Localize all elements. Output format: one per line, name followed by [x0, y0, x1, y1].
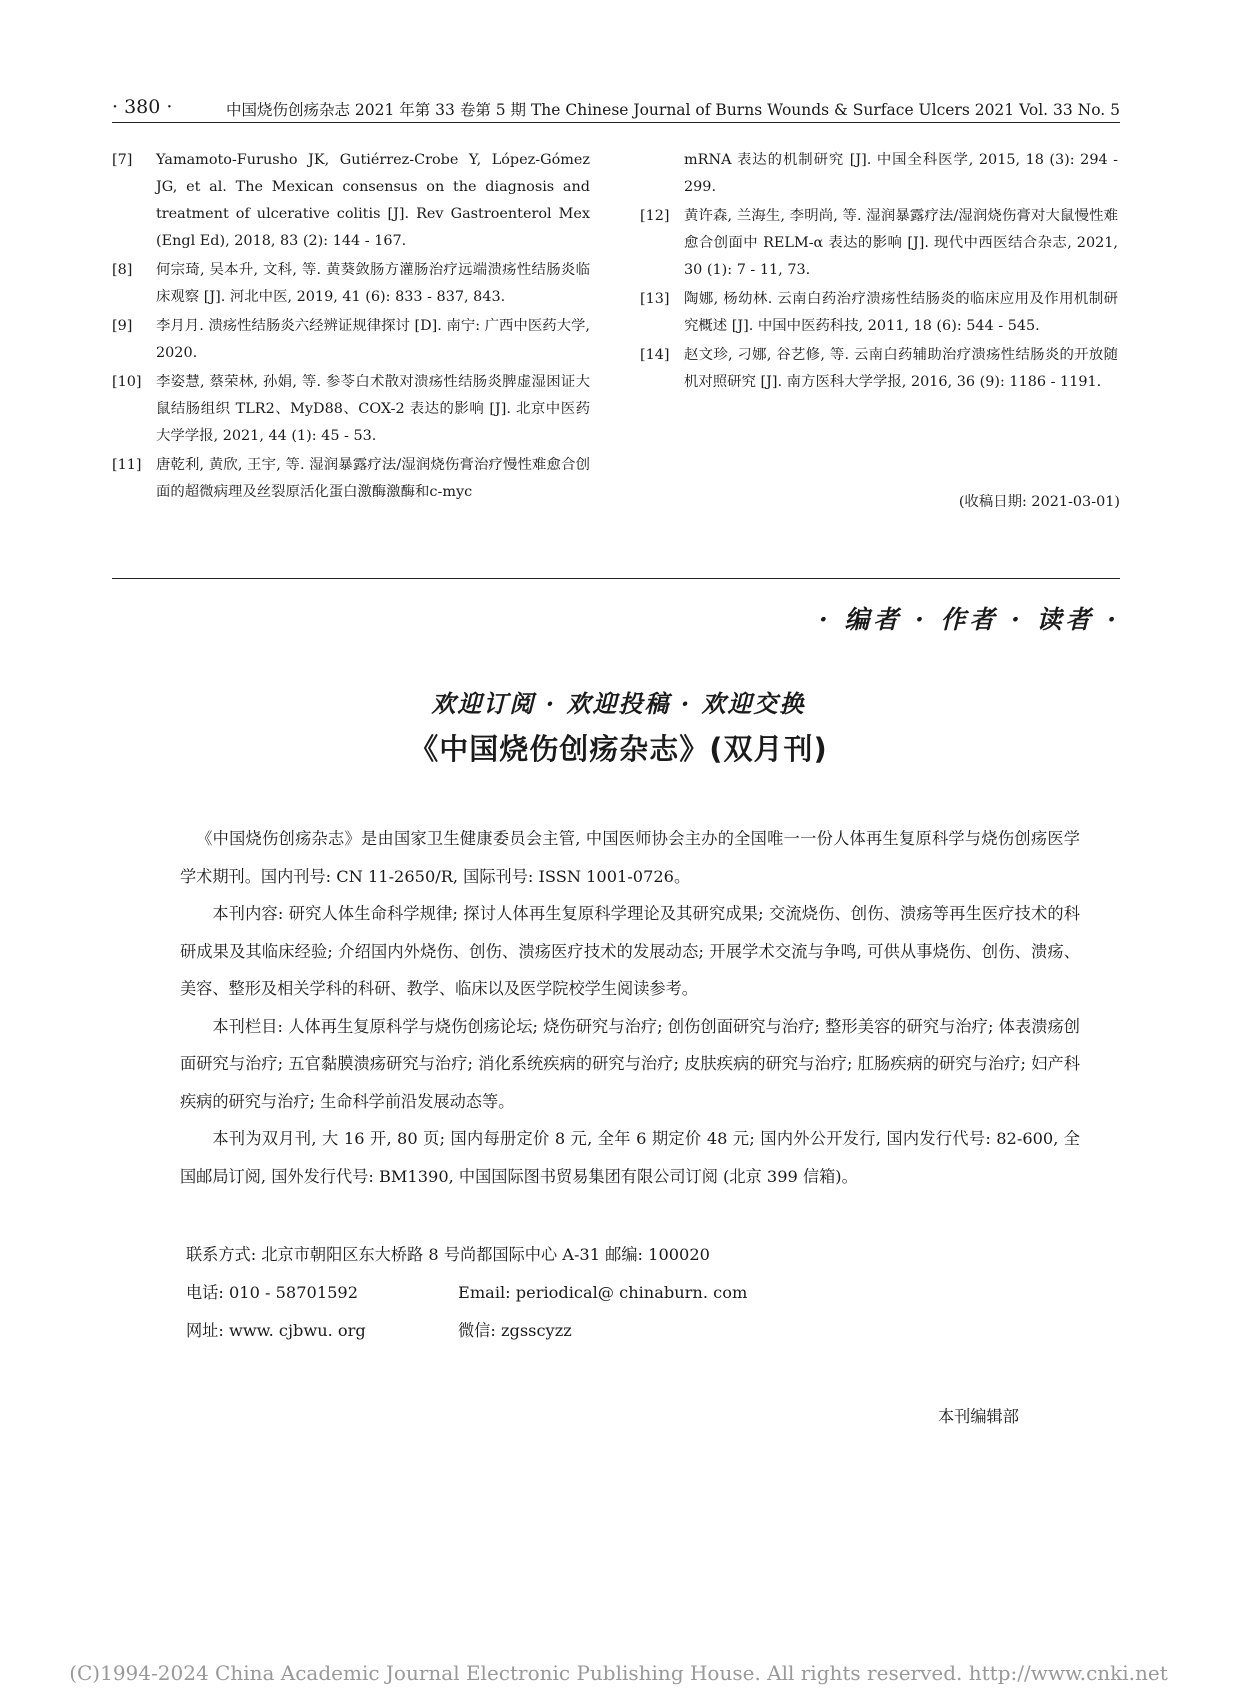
contact-block [186, 1236, 1106, 1350]
paragraph: 《中国烧伤创疡杂志》是由国家卫生健康委员会主管, 中国医师协会主办的全国唯一一份人体再生复原科学与烧伤创疡医学学术期刊。国内刊号: CN 11-2650/R, 国际刊号: ISSN 1001-0726。 [180, 829, 1080, 886]
reference-item-continued [640, 147, 1118, 201]
contact-phone: 电话: 010 - 58701592 [186, 1283, 359, 1302]
editorial-signature: 本刊编辑部 [938, 1407, 1019, 1426]
received-date: (收稿日期: 2021-03-01) [958, 494, 1120, 510]
reference-number: [7] [112, 152, 133, 168]
reference-item [112, 257, 590, 311]
paragraph: 本刊栏目: 人体再生复原科学与烧伤创疡论坛; 烧伤研究与治疗; 创伤创面研究与治疗; 整形美容的研究与治疗; 体表溃疡创面研究与治疗; 五官黏膜溃疡研究与治疗; 消化系统疾病的研究与治疗; 皮肤疾病的研究与治疗; 肛肠疾病的研究与治疗; 妇产科疾病的研究与治疗; 生命科学前沿发展动态等。 [180, 1016, 1080, 1111]
header-rule [112, 122, 1120, 123]
announcement-body [180, 820, 1080, 1195]
reference-text: 李姿慧, 蔡荣林, 孙娟, 等. 参苓白术散对溃疡性结肠炎脾虚湿困证大鼠结肠组织 TLR2、MyD88、COX-2 表达的影响 [J]. 北京中医药大学学报, 2021, 44 (1): 45 - 53. [156, 374, 590, 444]
paragraph: 本刊为双月刊, 大 16 开, 80 页; 国内每册定价 8 元, 全年 6 期定价 48 元; 国内外公开发行, 国内发行代号: 82-600, 全国邮局订阅, 国外发行代号: BM1390, 中国国际图书贸易集团有限公司订阅 (北京 399 信箱)。 [180, 1129, 1080, 1186]
contact-web-row [186, 1312, 1106, 1350]
running-header [112, 96, 1120, 122]
contact-wechat: 微信: zgsscyzz [458, 1321, 572, 1340]
reference-item [112, 369, 590, 450]
reference-number: [13] [640, 291, 670, 307]
references-left-column [112, 147, 590, 508]
magazine-title: 《中国烧伤创疡杂志》(双月刊) [409, 732, 828, 766]
contact-phone-row [186, 1274, 1106, 1312]
column-label: · 编者 · 作者 · 读者 · [818, 605, 1120, 634]
contact-address-row [186, 1236, 1106, 1274]
copyright-watermark: (C)1994-2024 China Academic Journal Electronic Publishing House. All rights reserved. http://www.cnki.net [69, 1661, 1168, 1685]
reference-text: 赵文珍, 刁娜, 谷艺修, 等. 云南白药辅助治疗溃疡性结肠炎的开放随机对照研究 [J]. 南方医科大学学报, 2016, 36 (9): 1186 - 1191. [684, 347, 1118, 390]
reference-number: [8] [112, 262, 133, 278]
reference-number: [9] [112, 318, 133, 334]
reference-number: [12] [640, 208, 670, 224]
contact-email: Email: periodical@ chinaburn. com [458, 1283, 748, 1302]
reference-text: mRNA 表达的机制研究 [J]. 中国全科医学, 2015, 18 (3): 294 - 299. [684, 152, 1118, 195]
reference-number: [14] [640, 347, 670, 363]
reference-text: Yamamoto-Furusho JK, Gutiérrez-Crobe Y, López-Gómez JG, et al. The Mexican consensus on the diagnosis and treatment of ulcerative colitis [J]. Rev Gastroenterol Mex (Engl Ed), 2018, 83 (2): 144 - 167. [156, 152, 590, 249]
contact-address: 联系方式: 北京市朝阳区东大桥路 8 号尚都国际中心 A-31 邮编: 100020 [186, 1245, 710, 1264]
reference-item [640, 286, 1118, 340]
section-divider [112, 578, 1120, 579]
reference-text: 唐乾利, 黄欣, 王宇, 等. 湿润暴露疗法/湿润烧伤膏治疗慢性难愈合创面的超微病理及丝裂原活化蛋白激酶激酶和c-myc [156, 457, 590, 500]
references-right-column [640, 147, 1118, 398]
journal-citation-line: 中国烧伤创疡杂志 2021 年第 33 卷第 5 期 The Chinese Journal of Burns Wounds & Surface Ulcers 2021 Vol. 33 No. 5 [225, 101, 1120, 119]
reference-item [640, 342, 1118, 396]
paragraph: 本刊内容: 研究人体生命科学规律; 探讨人体再生复原科学理论及其研究成果; 交流烧伤、创伤、溃疡等再生医疗技术的科研成果及其临床经验; 介绍国内外烧伤、创伤、溃疡医疗技术的发展动态; 开展学术交流与争鸣, 可供从事烧伤、创伤、溃疡、美容、整形及相关学科的科研、教学、临床以及医学院校学生阅读参考。 [180, 904, 1080, 998]
reference-number: [11] [112, 457, 142, 473]
reference-item [112, 147, 590, 255]
reference-item [640, 203, 1118, 284]
page-number: · 380 · [112, 96, 173, 118]
reference-number: [10] [112, 374, 142, 390]
reference-text: 李月月. 溃疡性结肠炎六经辨证规律探讨 [D]. 南宁: 广西中医药大学, 2020. [156, 318, 590, 361]
reference-item [112, 313, 590, 367]
reference-text: 黄许森, 兰海生, 李明尚, 等. 湿润暴露疗法/湿润烧伤膏对大鼠慢性难愈合创面中 RELM-α 表达的影响 [J]. 现代中西医结合杂志, 2021, 30 (1): 7 - 11, 73. [684, 208, 1118, 278]
reference-item [112, 452, 590, 506]
reference-text: 陶娜, 杨幼林. 云南白药治疗溃疡性结肠炎的临床应用及作用机制研究概述 [J]. 中国中医药科技, 2011, 18 (6): 544 - 545. [684, 291, 1118, 334]
welcome-banner: 欢迎订阅 · 欢迎投稿 · 欢迎交换 [431, 689, 806, 718]
contact-website: 网址: www. cjbwu. org [186, 1321, 366, 1340]
reference-text: 何宗琦, 吴本升, 文科, 等. 黄葵敛肠方灌肠治疗远端溃疡性结肠炎临床观察 [J]. 河北中医, 2019, 41 (6): 833 - 837, 843. [156, 262, 590, 305]
